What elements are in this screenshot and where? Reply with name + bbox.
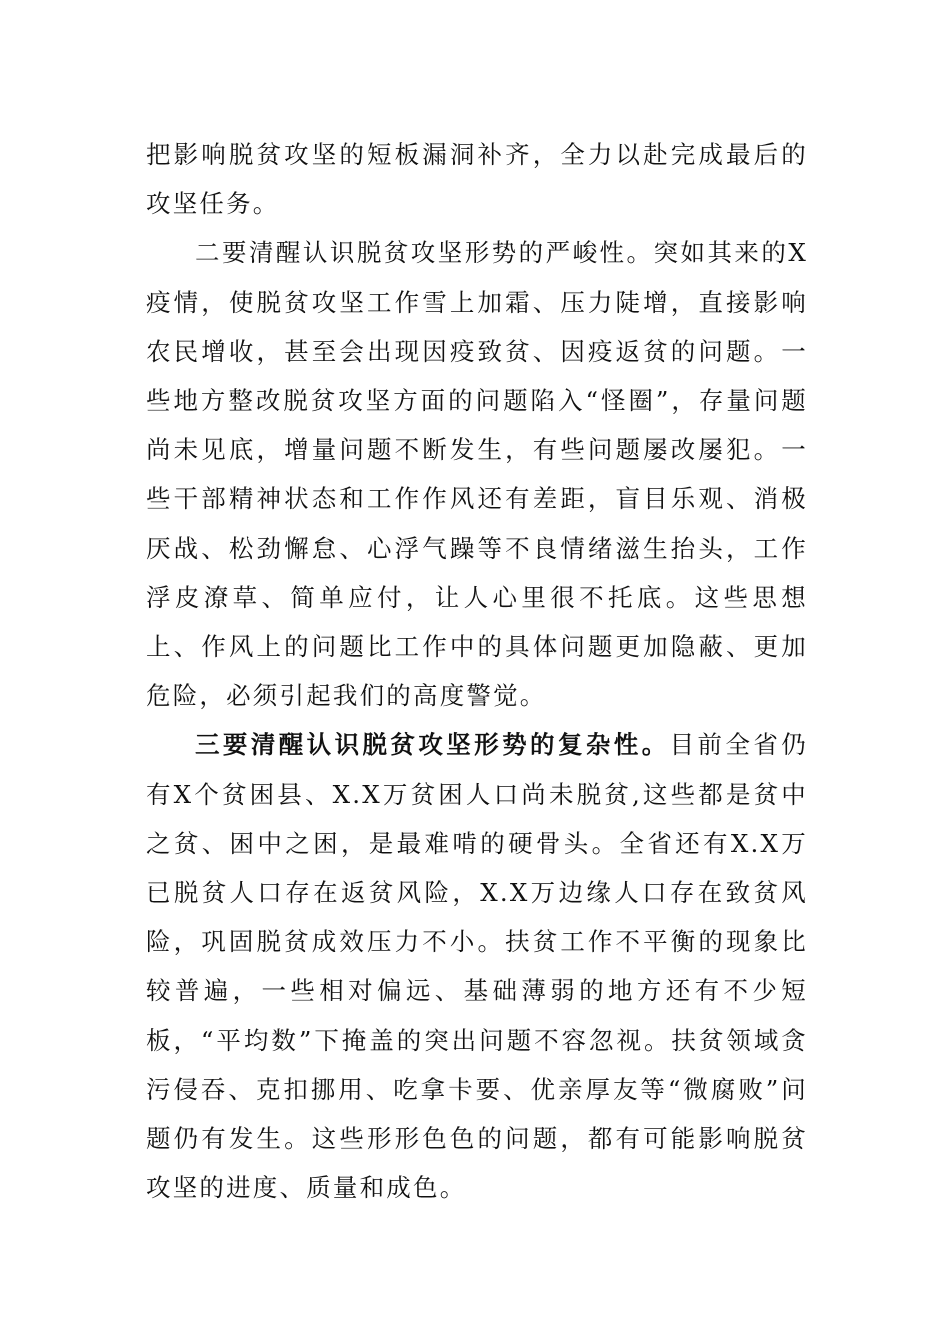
paragraph-complexity [146, 720, 808, 1212]
document-body [146, 130, 808, 1212]
paragraph-text: 把影响脱贫攻坚的短板漏洞补齐，全力以赴完成最后的攻坚任务。 [146, 140, 808, 219]
paragraph-continuation [146, 130, 808, 228]
paragraph-text: 二要清醒认识脱贫攻坚形势的严峻性。突如其来的X疫情，使脱贫攻坚工作雪上加霜、压力陡增，直接影响农民增收，甚至会出现因疫致贫、因疫返贫的问题。一些地方整改脱贫攻坚方面的问题陷入“怪圈”，存量问题尚未见底，增量问题不断发生，有些问题屡改屡犯。一些干部精神状态和工作作风还有差距，盲目乐观、消极厌战、松劲懈怠、心浮气躁等不良情绪滋生抬头，工作浮皮潦草、简单应付，让人心里很不托底。这些思想上、作风上的问题比工作中的具体问题更加隐蔽、更加危险，必须引起我们的高度警觉。 [146, 238, 808, 711]
paragraph-lead-heading: 三要清醒认识脱贫攻坚形势的复杂性。 [195, 730, 670, 760]
paragraph-severity [146, 228, 808, 720]
paragraph-text: 目前全省仍有X个贫困县、X.X万贫困人口尚未脱贫,这些都是贫中之贫、困中之困，是最难啃的硬骨头。全省还有X.X万已脱贫人口存在返贫风险，X.X万边缘人口存在致贫风险，巩固脱贫成效压力不小。扶贫工作不平衡的现象比较普遍，一些相对偏远、基础薄弱的地方还有不少短板，“平均数”下掩盖的突出问题不容忽视。扶贫领域贪污侵吞、克扣挪用、吃拿卡要、优亲厚友等“微腐败”问题仍有发生。这些形形色色的问题，都有可能影响脱贫攻坚的进度、质量和成色。 [146, 730, 808, 1203]
